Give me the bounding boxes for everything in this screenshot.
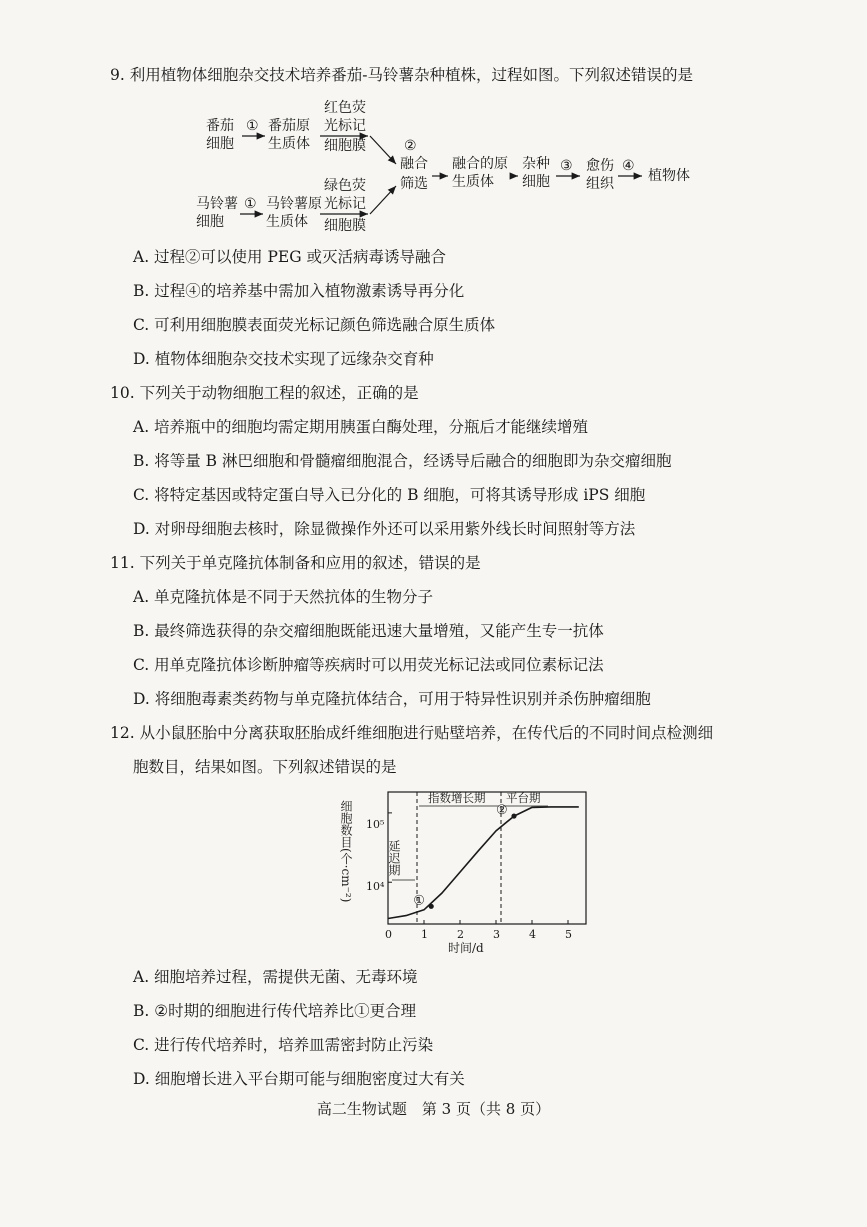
step4: ④ [622,158,635,174]
potato-protoplast-l2: 生质体 [266,214,308,230]
chart-point-label-1: ① [413,893,425,909]
q11-option-c[interactable]: C. 用单克隆抗体诊断肿瘤等疾病时可以用荧光标记法或同位素标记法 [133,656,604,674]
chart-xtick-label: 4 [529,928,536,941]
q10-option-a[interactable]: A. 培养瓶中的细胞均需定期用胰蛋白酶处理，分瓶后才能继续增殖 [133,418,589,436]
tomato-cell-l1: 番茄 [206,118,234,134]
phase-lag-label: 延迟期 [387,840,401,876]
tomato-step1: ① [246,118,259,134]
page-footer: 高二生物试题 第 3 页（共 8 页） [316,1100,551,1118]
chart-xtick-label: 1 [421,928,428,941]
q12-stem-line2: 胞数目，结果如图。下列叙述错误的是 [133,758,397,776]
q11-stem: 11. 下列关于单克隆抗体制备和应用的叙述，错误的是 [110,554,481,572]
q9-option-b[interactable]: B. 过程④的培养基中需加入植物激素诱导再分化 [133,282,465,300]
chart-xlabel: 时间/d [448,941,484,955]
fusion-l1: 融合 [400,156,428,172]
q12-option-d[interactable]: D. 细胞增长进入平台期可能与细胞密度过大有关 [133,1070,465,1088]
potato-cell-l2: 细胞 [196,214,224,230]
tomato-cell-l2: 细胞 [206,136,234,152]
chart-ytick-1e5: 10⁵ [366,818,385,831]
q9-stem: 9. 利用植物体细胞杂交技术培养番茄-马铃薯杂种植株，过程如图。下列叙述错误的是 [110,66,693,84]
q9-option-a[interactable]: A. 过程②可以使用 PEG 或灭活病毒诱导融合 [133,248,447,266]
chart-point-label-2: ② [496,803,508,819]
q12-option-b[interactable]: B. ②时期的细胞进行传代培养比①更合理 [133,1002,417,1020]
chart-xtick-label: 5 [565,928,572,941]
converge-top [370,136,396,164]
chart-xtick-label: 2 [457,928,464,941]
potato-protoplast-l1: 马铃薯原 [266,196,322,212]
q9-option-d[interactable]: D. 植物体细胞杂交技术实现了远缘杂交育种 [133,350,434,368]
chart-ytick-1e4: 10⁴ [366,880,385,893]
fused-protoplast-l2: 生质体 [452,174,494,190]
hybrid-cell-l1: 杂种 [522,156,550,172]
chart-ylabel: 细胞数目(个·cm⁻²) [339,800,353,903]
q11-option-a[interactable]: A. 单克隆抗体是不同于天然抗体的生物分子 [133,588,434,606]
converge-bottom [370,186,396,214]
q10-stem: 10. 下列关于动物细胞工程的叙述，正确的是 [110,384,419,402]
q9-option-c[interactable]: C. 可利用细胞膜表面荧光标记颜色筛选融合原生质体 [133,316,496,334]
potato-cell-l1: 马铃薯 [196,196,238,212]
potato-step1: ① [244,196,257,212]
hybrid-cell-l2: 细胞 [522,174,550,190]
q11-option-b[interactable]: B. 最终筛选获得的杂交瘤细胞既能迅速大量增殖，又能产生专一抗体 [133,622,604,640]
plant: 植物体 [648,168,690,184]
step2: ② [404,138,417,154]
chart-point-1 [429,904,434,909]
chart-xtick-label: 3 [493,928,500,941]
tomato-protoplast-l1: 番茄原 [268,118,310,134]
fused-protoplast-l1: 融合的原 [452,156,508,172]
q12-option-a[interactable]: A. 细胞培养过程，需提供无菌、无毒环境 [133,968,418,986]
red-label-l2: 光标记 [324,118,366,134]
q11-option-d[interactable]: D. 将细胞毒素类药物与单克隆抗体结合，可用于特异性识别并杀伤肿瘤细胞 [133,690,651,708]
q12-stem-line1: 12. 从小鼠胚胎中分离获取胚胎成纤维细胞进行贴壁培养，在传代后的不同时间点检测细 [110,724,714,742]
q12-growth-chart [336,780,596,960]
callus-l2: 组织 [586,176,614,192]
green-label-l1: 绿色荧 [324,178,366,194]
green-label-l3: 细胞膜 [324,218,366,234]
callus-l1: 愈伤 [586,158,614,174]
red-label-l1: 红色荧 [324,100,366,116]
tomato-protoplast-l2: 生质体 [268,136,310,152]
chart-point-2 [511,813,516,818]
chart-xtick-label: 0 [385,928,392,941]
phase-plateau-label: 平台期 [506,791,541,805]
q10-option-d[interactable]: D. 对卵母细胞去核时，除显微操作外还可以采用紫外线长时间照射等方法 [133,520,636,538]
fusion-l2: 筛选 [400,176,428,192]
step3: ③ [560,158,573,174]
phase-exp-label: 指数增长期 [428,791,486,805]
red-label-l3: 细胞膜 [324,138,366,154]
q10-option-b[interactable]: B. 将等量 B 淋巴细胞和骨髓瘤细胞混合，经诱导后融合的细胞即为杂交瘤细胞 [133,452,672,470]
q12-option-c[interactable]: C. 进行传代培养时，培养皿需密封防止污染 [133,1036,434,1054]
green-label-l2: 光标记 [324,196,366,212]
q10-option-c[interactable]: C. 将特定基因或特定蛋白导入已分化的 B 细胞，可将其诱导形成 iPS 细胞 [133,486,646,504]
